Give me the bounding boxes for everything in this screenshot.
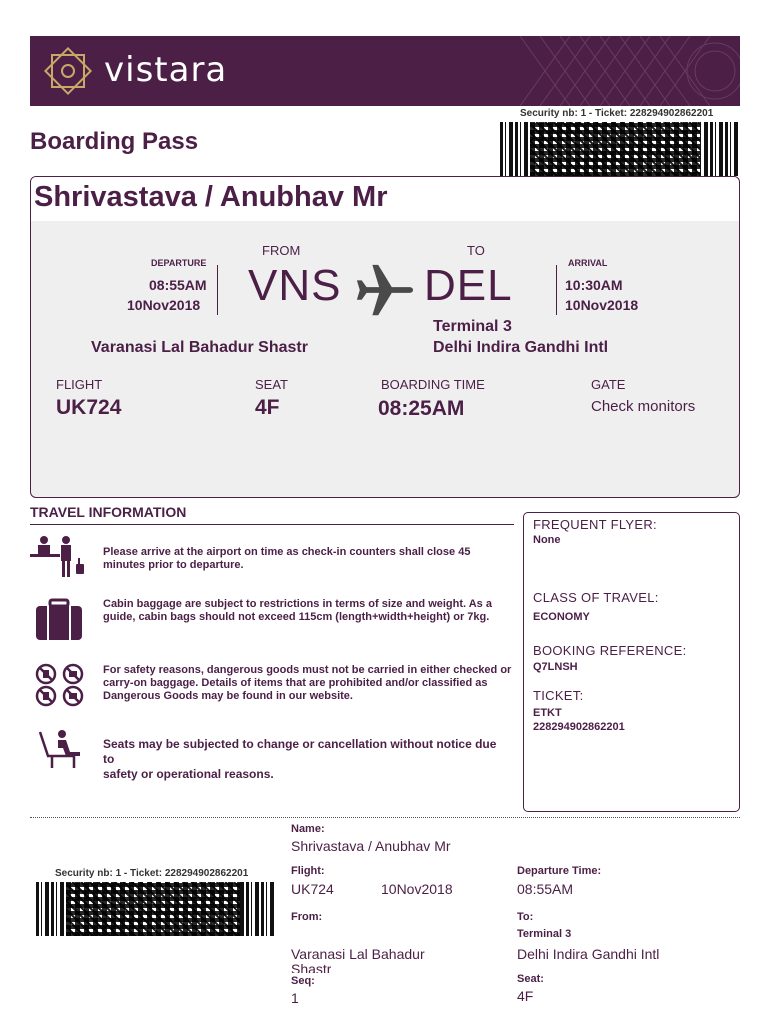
- stub-flight-label: Flight:: [291, 865, 325, 877]
- departure-date: 10Nov2018: [127, 297, 201, 313]
- arrival-label: ARRIVAL: [568, 258, 608, 268]
- stub-seq-label: Seq:: [291, 975, 315, 987]
- brand-name: vistara: [104, 50, 228, 90]
- security-line: Security nb: 1 - Ticket: 228294902862201: [55, 868, 249, 879]
- decorative-pattern: [510, 36, 740, 106]
- header-banner: [30, 36, 740, 106]
- suitcase-icon: [34, 598, 84, 642]
- seat-number: 4F: [255, 396, 280, 419]
- dangerous-goods-icon: [33, 663, 87, 707]
- tear-line: [30, 817, 740, 818]
- info-text-seats: [103, 737, 508, 782]
- boarding-time: 08:25AM: [378, 397, 465, 420]
- info-text-seats-line: safety or operational reasons.: [103, 767, 274, 781]
- divider: [217, 265, 218, 315]
- stub-name-label: Name:: [291, 823, 325, 835]
- security-line: Security nb: 1 - Ticket: 228294902862201: [520, 108, 714, 119]
- boarding-time-label: BOARDING TIME: [381, 377, 485, 392]
- class-value: ECONOMY: [533, 611, 590, 623]
- travel-info-heading: TRAVEL INFORMATION: [30, 504, 187, 520]
- stub-departure-time: 08:55AM: [517, 881, 574, 897]
- stub-seq: 1: [291, 990, 299, 1006]
- airplane-icon: [353, 259, 415, 321]
- frequent-flyer-label: FREQUENT FLYER:: [533, 517, 657, 532]
- stub-seat-label: Seat:: [517, 973, 544, 985]
- stub-flight: UK724: [291, 881, 334, 897]
- to-airport: Delhi Indira Gandhi Intl: [433, 339, 609, 356]
- to-label: TO: [467, 243, 485, 258]
- booking-reference-label: BOOKING REFERENCE:: [533, 643, 687, 658]
- class-label: CLASS OF TRAVEL:: [533, 590, 659, 605]
- stub-from: Varanasi Lal Bahadur: [291, 946, 425, 962]
- booking-reference-value: Q7LNSH: [533, 661, 578, 673]
- departure-label: DEPARTURE: [151, 258, 207, 268]
- stub-seat: 4F: [517, 988, 534, 1004]
- terminal: Terminal 3: [433, 318, 512, 335]
- seat-icon: [38, 728, 88, 770]
- boarding-card: [30, 176, 740, 498]
- ticket-number: 228294902862201: [533, 721, 625, 733]
- flight-number: UK724: [56, 396, 122, 419]
- ticket-type: ETKT: [533, 707, 562, 719]
- page-title: Boarding Pass: [30, 128, 199, 155]
- barcode: [36, 882, 276, 936]
- checkin-counter-icon: [30, 534, 90, 580]
- stub-to-terminal: Terminal 3: [517, 928, 572, 940]
- vistara-logo-icon: [38, 41, 98, 101]
- stub-name: Shrivastava / Anubhav Mr: [291, 838, 451, 854]
- divider: [30, 524, 514, 525]
- stub-to: Delhi Indira Gandhi Intl: [517, 946, 660, 962]
- ticket-label: TICKET:: [533, 688, 584, 703]
- stub-from-line-2: Shastr: [291, 961, 332, 973]
- from-code: VNS: [248, 261, 342, 310]
- flight-label: FLIGHT: [56, 377, 103, 392]
- stub-flight-date: 10Nov2018: [381, 881, 453, 897]
- arrival-date: 10Nov2018: [565, 297, 639, 313]
- departure-time: 08:55AM: [149, 277, 207, 293]
- gate-label: GATE: [591, 377, 626, 392]
- from-airport: Varanasi Lal Bahadur Shastr: [91, 339, 308, 356]
- from-label: FROM: [262, 243, 301, 258]
- info-text-checkin: Please arrive at the airport on time as check-in counters shall close 45 minutes prior to departure.: [103, 546, 471, 571]
- info-text-seats-line: Seats may be subjected to change or cancellation without notice due to: [103, 737, 497, 766]
- gate-value: Check monitors: [591, 398, 696, 415]
- divider: [556, 265, 557, 315]
- stub-from-label: From:: [291, 911, 323, 923]
- arrival-time: 10:30AM: [565, 277, 623, 293]
- barcode: [500, 122, 740, 176]
- stub-to-label: To:: [517, 911, 534, 923]
- info-text-dangerous-goods: For safety reasons, dangerous goods must not be carried in either checked or carry-on baggage. Details of items that are prohibited and/or classified as Dangerous Goods may be found in our website.: [103, 664, 512, 702]
- to-code: DEL: [424, 261, 513, 310]
- stub-departure-time-label: Departure Time:: [517, 865, 602, 877]
- seat-label: SEAT: [255, 377, 288, 392]
- info-text-baggage: Cabin baggage are subject to restrictions in terms of size and weight. As a guide, cabin bags should not exceed 115cm (length+width+height) or 7kg.: [103, 598, 492, 623]
- frequent-flyer-value: None: [533, 534, 561, 546]
- passenger-name: Shrivastava / Anubhav Mr: [34, 181, 388, 213]
